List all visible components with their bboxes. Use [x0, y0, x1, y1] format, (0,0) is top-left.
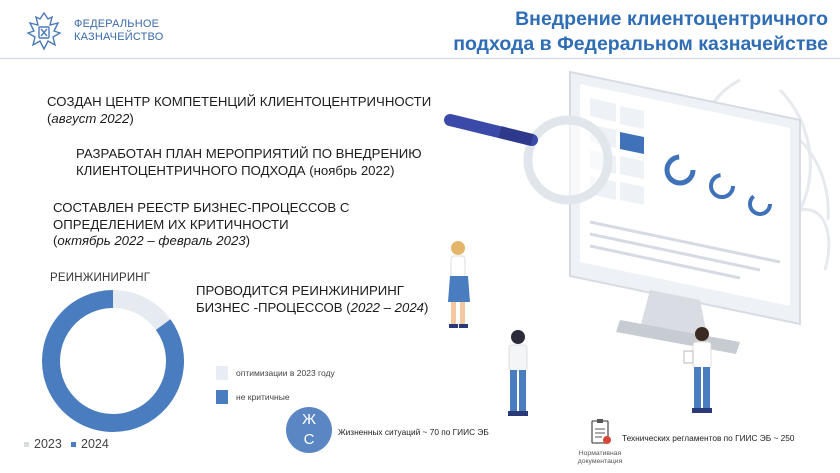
reengineering-chart-label: РЕИНЖИНИРИНГ: [50, 272, 151, 284]
statement-1-date-line: (август 2022): [47, 110, 134, 126]
header-divider: [0, 58, 840, 59]
statement-3-line2: ОПРЕДЕЛЕНИЕМ ИХ КРИТИЧНОСТИ: [53, 216, 289, 232]
statement-1-date: август 2022: [51, 110, 130, 126]
statement-competence-center: [47, 94, 431, 127]
document-caption: Нормативная документация: [577, 450, 623, 465]
page-title: [453, 7, 828, 57]
statement-action-plan: [76, 146, 422, 179]
zs-letter-1: Ж: [302, 411, 316, 428]
zs-letter-2: С: [303, 431, 315, 448]
legend-swatch-optimization: [216, 366, 228, 380]
legend-label-noncritical: не критичные: [236, 392, 290, 402]
year-dot-2023: [24, 442, 29, 447]
statement-3-line1: СОСТАВЛЕН РЕЕСТР БИЗНЕС-ПРОЦЕССОВ С: [53, 200, 350, 215]
year-legend-2024: 2024: [71, 437, 109, 451]
statement-4-line1: ПРОВОДИТСЯ РЕИНЖИНИРИНГ: [196, 283, 404, 298]
page-title-line2: подхода в Федеральном казначействе: [453, 33, 828, 55]
life-situations-badge: [286, 407, 332, 453]
year-legend-2023: 2023: [24, 437, 62, 451]
tech-regulations-text: Технических регламентов по ГИИС ЭБ ~ 250: [622, 433, 795, 443]
org-name: [74, 18, 164, 44]
donut-slice-2023: [113, 299, 163, 325]
monitor-illustration: [440, 62, 810, 362]
statement-reengineering: [196, 283, 428, 316]
statement-2-line1: РАЗРАБОТАН ПЛАН МЕРОПРИЯТИЙ ПО ВНЕДРЕНИЮ: [76, 146, 422, 161]
document-icon: [590, 418, 612, 446]
life-situations-text: Жизненных ситуаций ~ 70 по ГИИС ЭБ: [338, 427, 489, 437]
org-name-line2: КАЗНАЧЕЙСТВО: [74, 31, 164, 43]
statement-2-line2: КЛИЕНТОЦЕНТРИЧНОГО ПОДХОДА (ноябрь 2022): [76, 162, 395, 178]
reengineering-donut-chart: [40, 288, 186, 434]
treasury-emblem-logo: [20, 7, 68, 55]
woman-figure-icon: [440, 238, 480, 333]
statement-4-date-line: БИЗНЕС -ПРОЦЕССОВ (2022 – 2024): [196, 299, 429, 315]
statement-3-date-line: (октябрь 2022 – февраль 2023): [53, 233, 251, 248]
org-name-line1: ФЕДЕРАЛЬНОЕ: [74, 18, 160, 30]
man-with-paper-figure-icon: [682, 325, 724, 420]
chart-legend: [216, 366, 376, 406]
legend-swatch-noncritical: [216, 390, 228, 404]
statement-process-registry: [53, 200, 349, 250]
statement-1-main: СОЗДАН ЦЕНТР КОМПЕТЕНЦИЙ КЛИЕНТОЦЕНТРИЧНОСТИ: [47, 94, 432, 109]
man-figure-icon: [500, 328, 536, 420]
statement-3-date: октябрь 2022 – февраль 2023: [57, 233, 246, 248]
statement-4-date: 2022 – 2024: [350, 299, 425, 315]
year-dot-2024: [71, 442, 76, 447]
legend-label-optimization: оптимизации в 2023 году: [236, 368, 335, 378]
page-title-line1: Внедрение клиентоцентричного: [515, 8, 828, 30]
